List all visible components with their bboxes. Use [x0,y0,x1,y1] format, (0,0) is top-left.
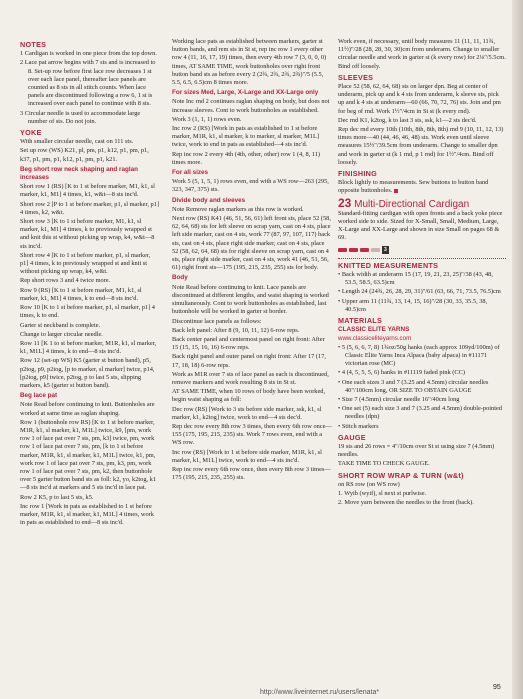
work-rows-even: Work 3 (1, 1, 1) rows even. [172,115,242,123]
row-9: Row 9 (RS) [K to 1 st before marker, M1, k1, sl marker, k1, M1] 4 times, k to end—8 sts inc'd. [20,286,142,302]
discontinue-intro: Discontinue lace panels as follows: [172,317,262,325]
short-row-rep: Rep short rows 3 and 4 twice more. [20,277,111,285]
gauge-check: TAKE TIME TO CHECK GAUGE. [338,460,430,468]
note-1: 1 Cardigan is worked in one piece from the top down. [20,50,157,58]
column-middle [172,38,332,483]
short-row-subheading: Beg short row neck shaping and raglan increases [20,165,138,182]
project-number: 23 [338,195,352,210]
skill-bar-2 [349,248,358,252]
for-sizes-heading: For sizes Med, Large, X-Large and XX-Large only [172,89,319,97]
short-row-wrap-sub: on RS row (on WS row) [338,480,400,488]
skill-level-number: 3 [384,246,387,253]
body-heading: Body [172,274,188,282]
lace-continuation: Working lace pats as established between markers, garter st button bands, and rem sts in St st, rep inc row 1 every other row 4 (11, 16, 17, 19) times, then every 4th row 7 (3, 0, 0, 0) times, AT SAME TIME, work buttonholes over right front button band sts as before every 2 (2¾, 2¾, 2¾, 2¾)"/5 (5.5, 5.5, 6.5, 6.5)cm 8 times more. [172,38,327,87]
material-markers: • Stitch markers [338,423,506,431]
materials-heading: MATERIALS [338,316,383,326]
knitted-measurements-heading: KNITTED MEASUREMENTS [338,260,439,270]
column-right [338,38,506,508]
rep-dec-rnd: Rep dec rnd every 10th (10th, 8th, 8th, 8th) rnd 9 (10, 11, 12, 13) times more—40 (44, 46, 46, 48) sts. Work even until sleeve measures 15½"/39.5cm from underarm. Change to smaller dpn and work in garter st (k 1 rnd, p 1 rnd) for 1½"/4cm. Bind off loosely. [338,126,504,166]
sleeves-text: Place 52 (58, 62, 64, 68) sts on larger dpn. Beg at center of underarm, pick up and k 4 sts from underarm, k sleeve sts, pick up and k 4 sts at underarm—60 (66, 70, 72, 76) sts. Join and pm for beg of rnd. Work 1½"/4cm in St st (k every rnd). [338,83,501,115]
short-row-step-1: 1. Wyib (wyif), sl next st purlwise. [338,489,427,497]
material-dpn: • One set (5) each size 3 and 7 (3.25 and 4.5mm) double-pointed needles (dpn) [338,405,506,421]
project-title [338,195,506,210]
yarn-brand: CLASSIC ELITE YARNS [338,326,410,334]
short-row-wrap-heading: SHORT ROW WRAP & TURN (w&t) [338,470,464,480]
skill-level-meter [338,246,506,254]
rep-inc-row: Rep inc row every 6th row once, then every 8th row 3 times—175 (195, 215, 235, 255) sts. [172,465,331,482]
material-circular-needles: • One each sizes 3 and 7 (3.25 and 4.5mm) circular needles 40"/100cm long, OR SIZE TO OBTAIN GAUGE [338,379,506,395]
page-number: 95 [493,684,501,691]
dec-rnd: Dec rnd K1, k2tog, k to last 3 sts, ssk, k1—2 sts dec'd. [338,116,477,124]
discontinue-back-center: Back center panel and centermost panel on right front: After 15 (15, 15, 16, 16) 6-row reps. [172,335,325,352]
discontinue-work: Work as M1R over 7 sts of lace panel as each is discontinued, remove markers and work resulting 8 sts in St st. [172,370,329,386]
column-left [20,38,160,528]
skill-bar-3 [360,248,369,252]
for-all-sizes-heading: For all sizes [172,169,209,177]
row-12: Row 12 (set-up WS) K5 (garter st button band), p5, p2tog, p9, p2tog, [p to marker, sl marker] twice, p14, [p2tog, p9] twice, p2tog, p to last 5 sts, slipping markers, k5 (garter st button band). [20,357,155,389]
page-spine-shadow [512,0,523,699]
neckband-done: Garter st neckband is complete. [20,321,101,329]
yoke-intro: With smaller circular needle, cast on 111 sts. [20,138,134,146]
short-row-2: Short row 2 [P to 1 st before marker, p1, sl marker, p1] 4 times, k2, w&t. [20,200,159,216]
rep-inc-row-2: Rep inc row 2 every 4th (4th, other, other) row 1 (4, 8, 11) times more. [172,150,321,166]
note-2: 2 Lace pat arrow begins with 7 sts and is increased to 8. Set-up row before first lace row decreases 1 st over each lace panel, thereafter lace panels are counted as 8 sts in all stitch counts. When lace panels are discontinued following a row 6, 1 st is increased over each panel to continue with 8 sts. [20,59,156,108]
gauge-text: 19 sts and 26 rows = 4"/10cm over St st using size 7 (4.5mm) needles. [338,442,495,459]
setup-row: Set up row (WS) K21, pl, pm, p1, k12, p1, pm, p1, k37, p1, pm, p1, k12, p1, pm, p1, k21. [20,147,149,163]
short-row-step-2: 2. Move yarn between the needles to the front (back). [338,499,474,507]
short-row-4: Short row 4 [K to 1 st before marker, p1, sl marker, p1] 4 times, k to previously wrapped st and knit st without picking up wrap, k4, w&t. [20,251,151,276]
material-cc: • 4 (4, 5, 5, 5, 6) hanks in #11119 faded pink (CC) [338,369,506,377]
rep-dec-row: Rep dec row every 8th row 3 times, then every 6th row once—155 (175, 195, 215, 235) sts. Work 7 rows even, end with a WS row. [172,422,332,447]
short-row-3: Short row 3 [K to 1 st before marker, M1, k1, sl marker, k1, M1] 4 times, k to previously wrapped st and knit this st without picking up wrap, k4, w&t—8 sts inc'd. [20,218,155,250]
inc-row: Inc row (RS) [Work to 1 st before side marker, M1R, k1, sl marker, k1, M1L] twice, work to end—4 sts inc'd. [172,448,322,464]
for-sizes-note: Note Inc rnd 2 continues raglan shaping on body, but does not increase sleeves. Cont to work buttonholes as established. [172,98,330,114]
row-11: Row 11 [K 1 to st before marker, M1R, k1, sl marker, k1, M1L] 4 times, k to end—8 sts inc'd. [20,339,157,356]
divide-note: Note Remove raglan markers as this row is worked. [172,205,304,213]
row-1-buttonhole: Row 1 (buttonhole row RS) [K to 1 st before marker, M1R, k1, sl marker, k1, M1L] twice, k9, [pm, work row 1 of lace pat over 7 sts, pm, k3] twice, pm, work row 1 of lace pat over 7 sts, pm, [k to 1 st before marker, M1R, k1, sl marker, k1, M1L] twice, k1, pm, work row 1 of lace pat over 7 sts, pm, k3, pm, work row 1 of lace pat over 7 sts, pm, k2, then buttonhole over 5 garter button band sts as foll: k2, yo, k2tog, k1—8 sts inc'd at markers and 5 sts inc'd in lace pat. [20,418,157,492]
body-note: Note Read before continuing to knit. Lace panels are discontinued at different lengths, and waist shaping is worked simultaneously. Cont to work buttonholes as established, last buttonhole will be worked in garter st border. [172,283,329,316]
end-square-icon [394,189,398,193]
same-time-waist: AT SAME TIME, when 10 rows of body have been worked, begin waist shaping as foll: [172,388,326,404]
discontinue-back-left: Back left panel: After 8 (9, 10, 11, 12) 6-row reps. [172,326,300,334]
sleeves-heading: SLEEVES [338,72,374,82]
measurement-upper-arm: • Upper arm 11 (11¾, 13, 14, 15, 16)"/28 (30, 33, 35.5, 38, 40.5)cm [338,298,506,314]
material-mc: • 5 (5, 6, 6, 7, 8) 1¾oz/50g hanks (each approx 109yd/100m) of Classic Elite Yarns Inca Alpaca (baby alpaca) in #11171 victorian rose (MC) [338,344,506,369]
short-row-1: Short row 1 (RS) [K to 1 st before marker, M1, k1, sl marker, k1, M1] 4 times, k1, w&t—8 sts inc'd. [20,183,155,199]
project-name: Multi-Directional Cardigan [354,198,470,210]
dec-row: Dec row (RS) [Work to 3 sts before side marker, ssk, k1, sl marker, k1, k2tog] twice, work to end—4 sts dec'd. [172,405,322,421]
note-3: 3 Circular needle is used to accommodate large number of sts. Do not join. [20,109,141,125]
row-10: Row 10 [K to 1 st before marker, p1, sl marker, p1] 4 times, k to end. [20,304,155,320]
measurement-back-width: • Back width at underarm 15 (17, 19, 21, 23, 25)"/38 (43, 48, 53.5, 58.5, 63.5)cm [338,271,506,287]
finishing-text [338,179,506,195]
body-finish: Work even, if necessary, until body measures 11 (11, 11, 11¾, 11½)"/28 (28, 28, 30, 30)cm from underarm. Change to smaller circular needle and work in garter st (k every row) for 2⅛"/5.5cm. Bind off loosely. [338,38,506,70]
lace-note: Note Read before continuing to knit. Buttonholes are worked at same time as raglan shaping. [20,401,155,417]
work-5-rows: Work 5 (5, 1, 5, 1) rows even, end with a WS row—263 (295, 323, 347, 375) sts. [172,178,329,194]
divider [338,258,506,259]
notes-heading: NOTES [20,40,47,49]
inc-row-2: Inc row 2 (RS) [Work in pats as established to 1 st before marker, M1R, k1, sl marker, k to marker, sl marker, M1L] twice, work to end in pats as established—4 sts inc'd. [172,125,319,149]
discontinue-back-right: Back right panel and outer panel on right front: After 17 (17, 17, 18, 18) 6-row reps. [172,353,326,369]
yoke-heading: YOKE [20,128,42,138]
divide-heading: Divide body and sleeves [172,196,246,204]
finishing-text-content: Block lightly to measurements. Sew buttons to button band opposite buttonholes. [338,179,489,195]
inc-row-1: Inc row 1 [Work in pats as established to 1 st before marker, M1R, k1, sl marker, k1, M1L] 4 times, work in pats as established to end—8 sts inc'd. [20,502,154,527]
skill-bar-1 [338,248,347,252]
project-intro: Standard-fitting cardigan with open fronts and a back yoke piece worked side to side. Sized for X-Small, Small, Medium, Large, X-Large and XX-Large and shown in size Small on pages 68 & 69. [338,209,503,242]
finishing-heading: FINISHING [338,169,378,179]
gauge-heading: GAUGE [338,432,366,442]
measurement-length: • Length 24 (24¾, 26, 28, 29, 31)"/61 (63, 66, 71, 73.5, 76.5)cm [338,288,506,296]
row-2: Row 2 K5, p to last 5 sts, k5. [20,493,94,501]
lace-subheading: Beg lace pat [20,392,58,400]
next-row: Next row (RS) K41 (46, 51, 56, 61) left front sts, place 52 (58, 62, 64, 68) sts for left sleeve on scrap yarn, cast on 4 sts, place left side marker, cast on 4 sts, work 77 (87, 97, 107, 117) back sts, cast on 4 sts, place right side marker, cast on 4 sts, place 52 (58, 62, 64, 68) sts for right sleeve on scrap yarn, cast on 4 sts, place right side marker, cast on 4 sts, work 41 (46, 51, 56, 61) right front sts—175 (195, 215, 235, 255) sts for body. [172,215,331,272]
skill-bar-4 [371,248,380,252]
watermark-url: http://www.liveinternet.ru/users/lenata* [260,689,380,696]
material-circular-16: • Size 7 (4.5mm) circular needle 16"/40cm long [338,396,506,404]
change-needle: Change to larger circular needle. [20,330,103,338]
yarn-url[interactable]: www.classiceliteyarns.com [338,334,412,342]
